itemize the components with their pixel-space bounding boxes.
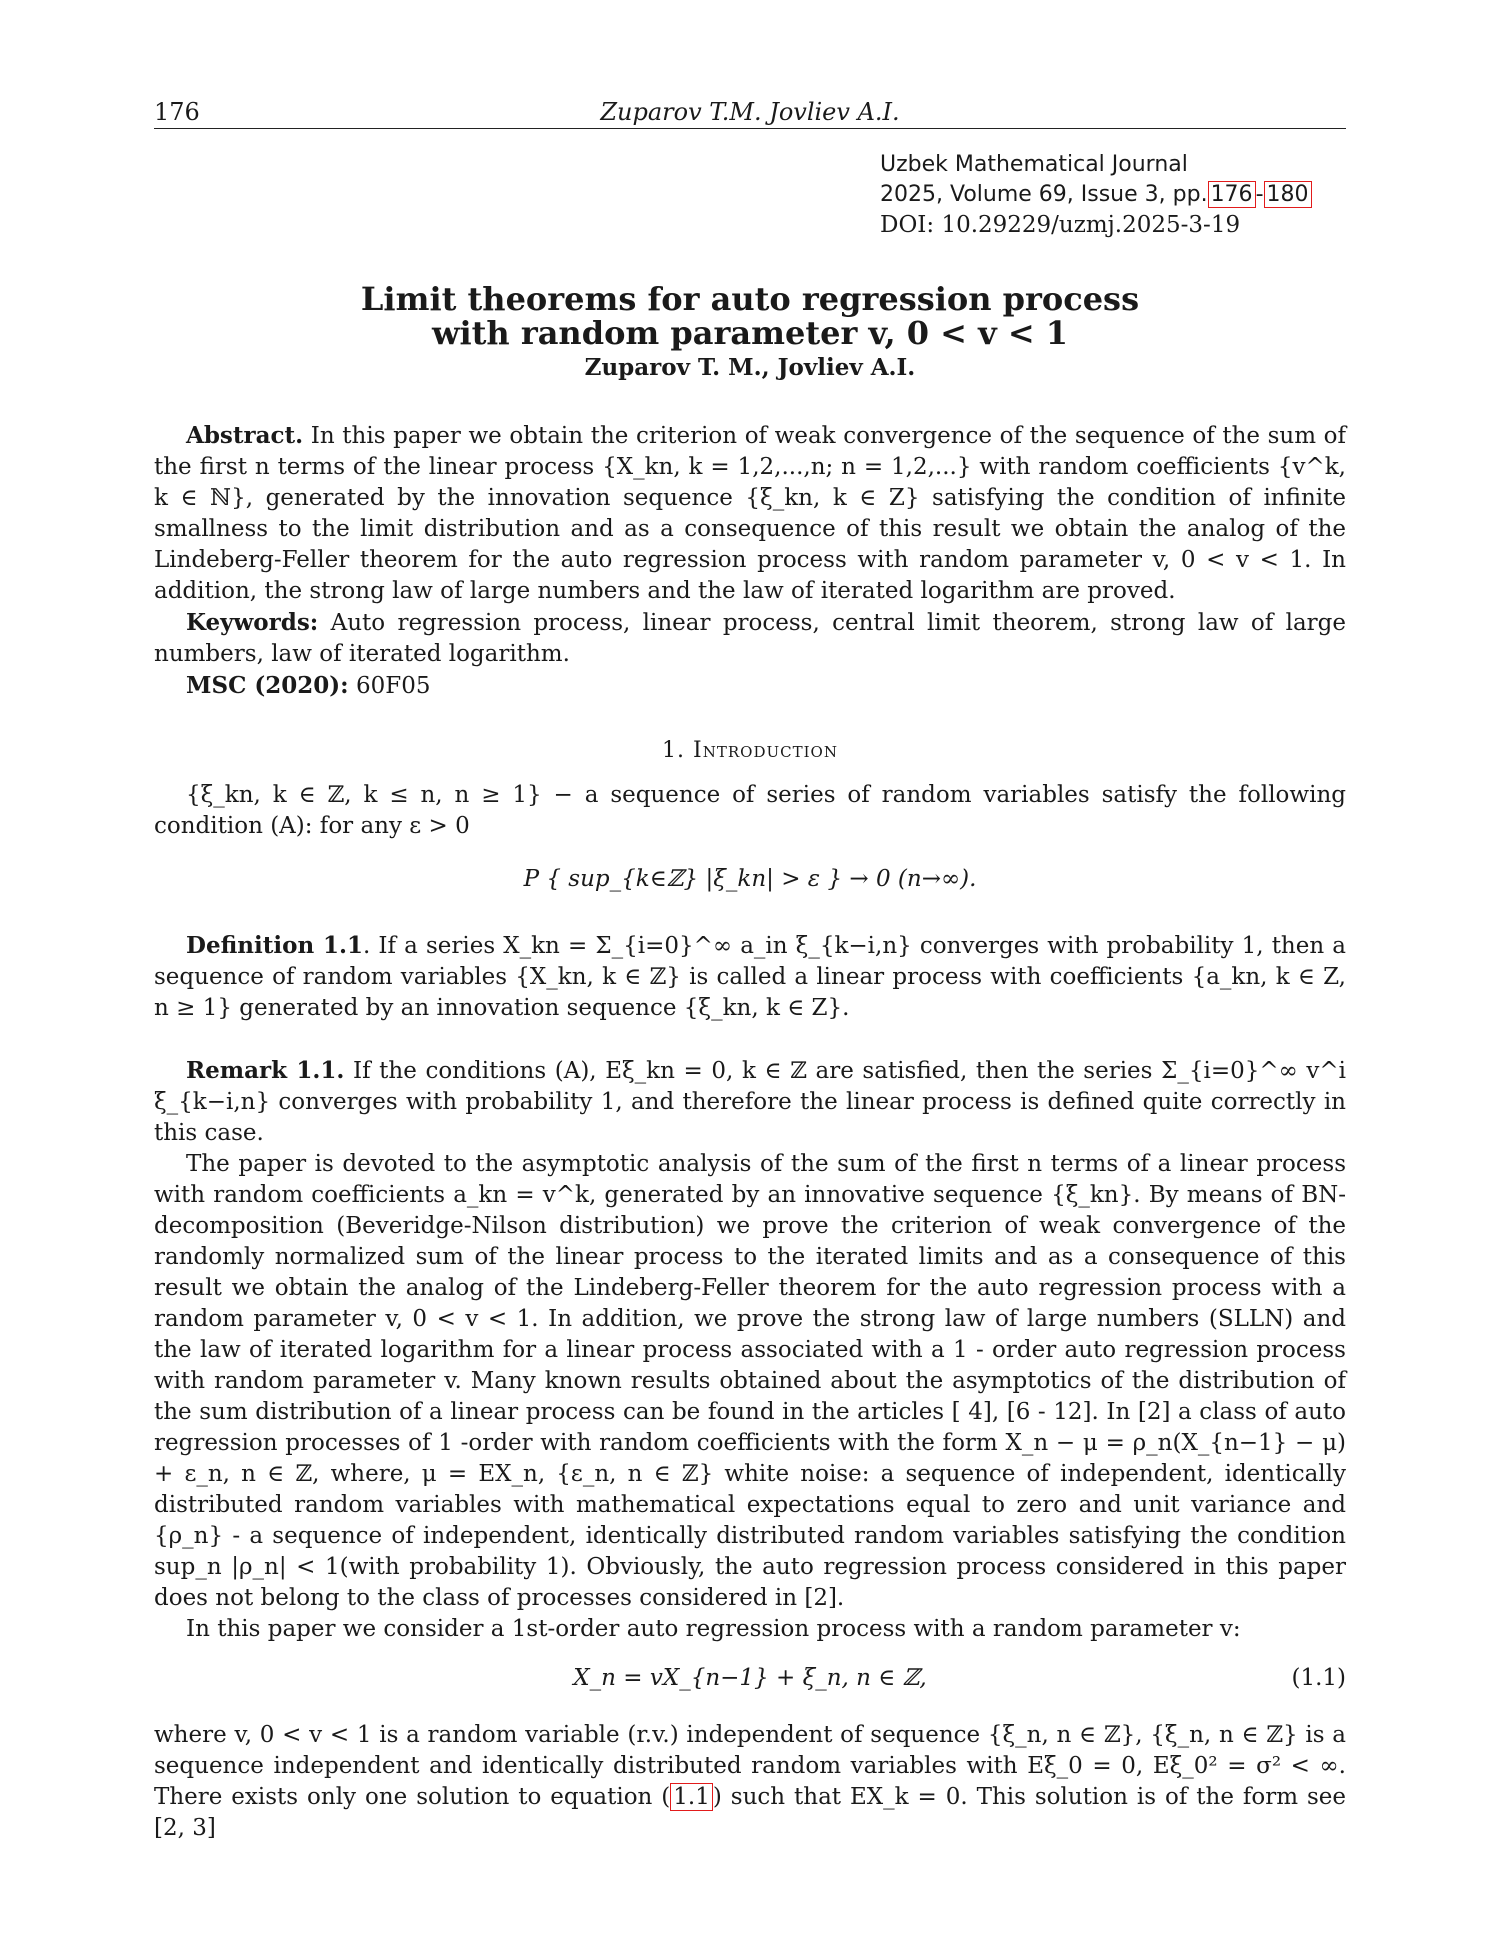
abstract-label: Abstract. (186, 422, 304, 449)
page-separator: - (1255, 182, 1264, 207)
section-number: 1. (662, 738, 686, 763)
running-header (154, 96, 1346, 129)
intro-text-4a: where v, 0 < v < 1 is a random variable (r.v.) independent of sequence {ξ_n, n ∈ ℤ}, {ξ_n, n ∈ ℤ} is a sequence independent and identically distributed random variables with Eξ_0 = 0, Eξ_0² = σ² < ∞. There exists only one solution to equation (154, 1722, 1346, 1810)
intro-paragraph-1 (154, 780, 1346, 842)
keywords (154, 607, 1346, 670)
abstract-text: In this paper we obtain the criterion of weak convergence of the sequence of the sum of the first n terms of the linear process {X_kn, k = 1,2,...,n; n = 1,2,...} with random coefficients {v^k, k ∈ ℕ}, generated by the innovation sequence {ξ_kn, k ∈ Z} satisfying the condition of infinite smallness to the limit distribution and as a consequence of this result we obtain the analog of the Lindeberg-Feller theorem for the auto regression process with random parameter v, 0 < v < 1. In addition, the strong law of large numbers and the law of iterated logarithm are proved. (154, 423, 1346, 604)
remark-text: If the conditions (A), Eξ_kn = 0, k ∈ ℤ are satisfied, then the series Σ_{i=0}^∞ v^i ξ_{k−i,n} converges with probability 1, and therefore the linear process is defined quite correctly in this case. (154, 1058, 1347, 1146)
section-title: Introduction (693, 738, 838, 763)
title-line-2: with random parameter v, 0 < v < 1 (431, 314, 1069, 352)
main-equation-body: X_n = vX_{n−1} + ξ_n, n ∈ ℤ, (573, 1665, 927, 1691)
definition (154, 930, 1346, 1024)
journal-issue (880, 180, 1312, 210)
intro-text-2: The paper is devoted to the asymptotic analysis of the sum of the first n terms of a linear process with random coefficients a_kn = v^k, generated by an innovative sequence {ξ_kn}. By means of BN-decomposition (Beveridge-Nilson distribution) we prove the criterion of weak convergence of the randomly normalized sum of the linear process to the iterated limits and as a consequence of this result we obtain the analog of the Lindeberg-Feller theorem for the auto regression process with a random parameter v, 0 < v < 1. In addition, we prove the strong law of large numbers (SLLN) and the law of iterated logarithm for a linear process associated with a 1 - order auto regression process with random parameter v. Many known results obtained about the asymptotics of the distribution of the sum distribution of a linear process can be found in the articles [ 4], [6 - 12]. In [2] a class of auto regression processes of 1 -order with random coefficients with the form X_n − μ = ρ_n(X_{n−1} − μ) + ε_n, n ∈ ℤ, where, μ = EX_n, {ε_n, n ∈ ℤ} white noise: a sequence of independent, identically distributed random variables with mathematical expectations equal to zero and unit variance and {ρ_n} - a sequence of independent, identically distributed random variables satisfying the condition sup_n |ρ_n| < 1(with probability 1). Obviously, the auto regression process considered in this paper does not belong to the class of processes considered in [2]. (154, 1151, 1346, 1611)
msc (154, 670, 1346, 702)
main-equation (154, 1665, 1346, 1691)
journal-name: Uzbek Mathematical Journal (880, 152, 1188, 177)
main-text-block (154, 1055, 1346, 1645)
intro-text-3: In this paper we consider a 1st-order auto regression process with a random parameter v: (186, 1616, 1241, 1642)
authors: Zuparov T. M., Jovliev A.I. (584, 354, 916, 381)
running-title: Zuparov T.M. Jovliev A.I. (600, 98, 900, 126)
title-line-1: Limit theorems for auto regression process (360, 280, 1140, 318)
definition-block (154, 930, 1346, 1024)
page-start-link[interactable]: 176 (1208, 181, 1256, 208)
remark (154, 1055, 1346, 1149)
paper-title (154, 282, 1346, 350)
intro-text-4: where v, 0 < v < 1 is a random variable (r.v.) independent of sequence {ξ_n, n ∈ ℤ}, {ξ_n, n ∈ ℤ} is a sequence independent and identically distributed random variables with Eξ_0 = 0, Eξ_0² = σ² < ∞. There exists only one solution to equation ( 1.1 ) such that EX_k = 0. This solution is of the form see [2, 3] (154, 1722, 1347, 1841)
keywords-label: Keywords: (186, 609, 319, 636)
remark-label: Remark 1.1. (186, 1057, 345, 1084)
intro-text-1: {ξ_kn, k ∈ ℤ, k ≤ n, n ≥ 1} − a sequence of series of random variables satisfy the following condition (A): for any ε > 0 (154, 782, 1346, 839)
final-paragraph-block (154, 1720, 1346, 1844)
condition-equation: P { sup_{k∈ℤ} |ξ_kn| > ε } → 0 (n→∞). (523, 866, 977, 892)
journal-info (880, 150, 1312, 240)
equation-ref-link[interactable]: 1.1 (670, 1783, 713, 1811)
keywords-text: Auto regression process, linear process, central limit theorem, strong law of large numbers, law of iterated logarithm. (154, 610, 1347, 667)
equation-number: (1.1) (1291, 1665, 1346, 1691)
doi: DOI: 10.29229/uzmj.2025-3-19 (880, 212, 1241, 238)
section-heading (154, 738, 1346, 763)
page-end-link[interactable]: 180 (1264, 181, 1312, 208)
definition-text: . If a series X_kn = Σ_{i=0}^∞ a_in ξ_{k−i,n} converges with probability 1, then a sequence of random variables {X_kn, k ∈ ℤ} is called a linear process with coefficients {a_kn, k ∈ Z, n ≥ 1} generated by an innovation sequence {ξ_kn, k ∈ Z}. (154, 933, 1346, 1021)
definition-label: Definition 1.1 (186, 932, 364, 959)
intro-text-4b: such that EX_k = 0. This solution is of the form see [2, 3] (154, 1784, 1347, 1841)
msc-label: MSC (2020): (186, 672, 349, 699)
page-number: 176 (154, 98, 200, 126)
abstract (154, 420, 1346, 607)
issue-prefix: 2025, Volume 69, Issue 3, pp. (880, 182, 1208, 207)
abstract-block (154, 420, 1346, 702)
msc-code: 60F05 (355, 673, 431, 699)
